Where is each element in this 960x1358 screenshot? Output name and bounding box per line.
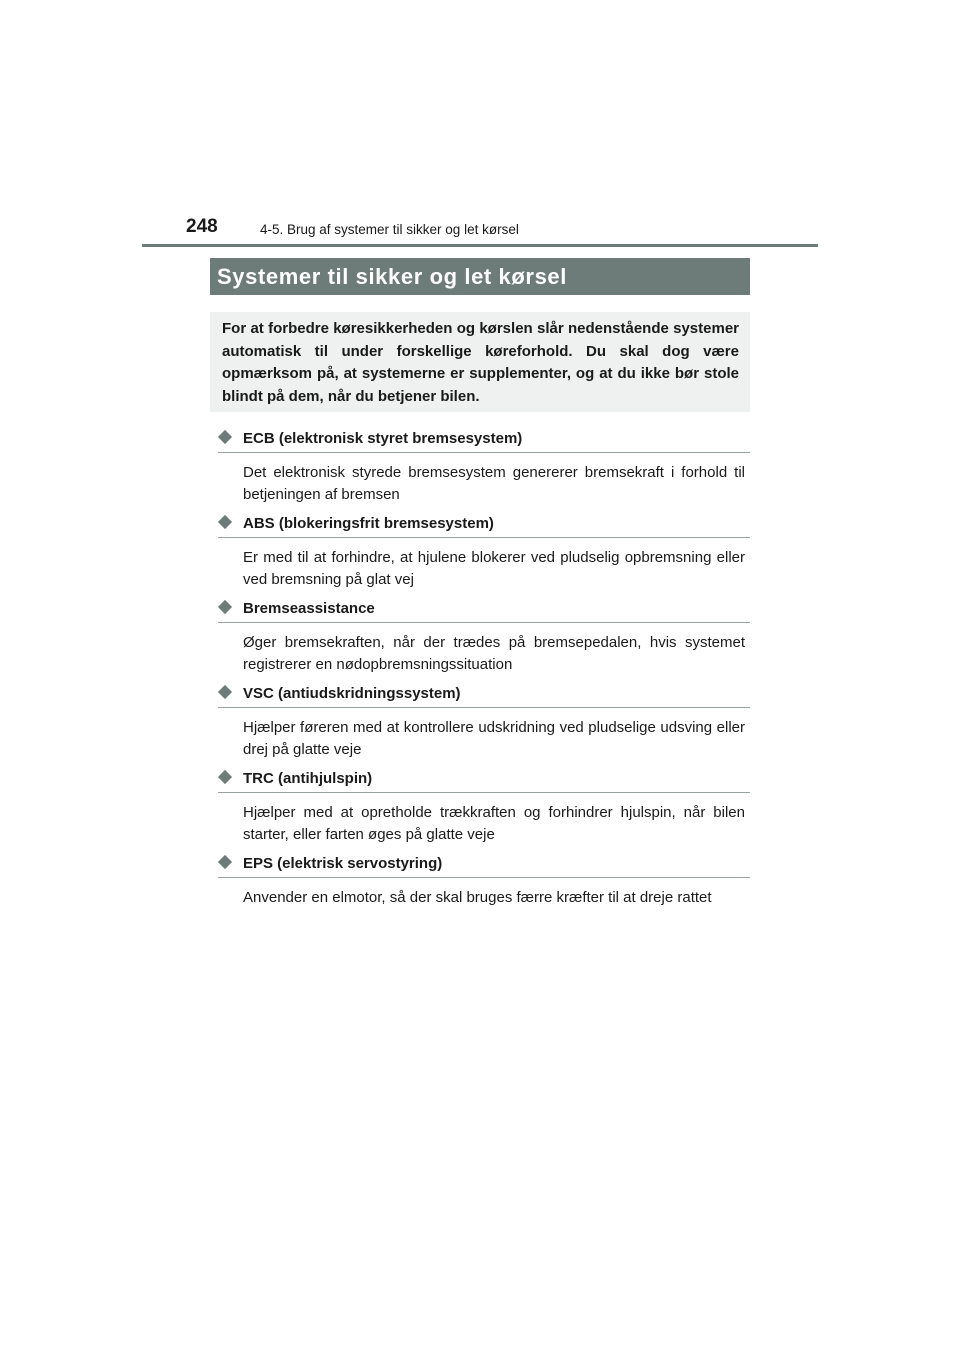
- diamond-bullet-icon: [218, 600, 232, 614]
- header-divider: [142, 244, 818, 247]
- item-description: Er med til at forhindre, at hjulene blokerer ved pludselig opbremsning eller ved bremsning på glat vej: [243, 549, 745, 588]
- item-description: Øger bremsekraften, når der trædes på bremsepedalen, hvis systemet registrerer en nødopbremsningssituation: [243, 634, 745, 673]
- list-item: [218, 428, 750, 513]
- list-item: [218, 683, 750, 768]
- system-list: [218, 428, 750, 938]
- item-heading: [218, 683, 750, 708]
- item-description: Anvender en elmotor, så der skal bruges færre kræfter til at dreje rattet: [243, 889, 712, 906]
- item-description: Hjælper med at opretholde trækkraften og forhindrer hjulspin, når bilen starter, eller farten øges på glatte veje: [243, 804, 745, 843]
- intro-box: [210, 312, 750, 412]
- page-number: 248: [186, 216, 218, 237]
- list-item: [218, 513, 750, 598]
- item-title: ABS (blokeringsfrit bremsesystem): [243, 515, 494, 532]
- item-heading: [218, 768, 750, 793]
- item-heading: [218, 853, 750, 878]
- item-title: EPS (elektrisk servostyring): [243, 855, 443, 872]
- item-description: Hjælper føreren med at kontrollere udskridning ved pludselige udsving eller drej på glatte veje: [243, 719, 745, 758]
- diamond-bullet-icon: [218, 515, 232, 529]
- item-description: Det elektronisk styrede bremsesystem genererer bremsekraft i forhold til betjeningen af bremsen: [243, 464, 745, 503]
- page-header: [186, 214, 818, 246]
- item-heading: [218, 513, 750, 538]
- list-item: [218, 853, 750, 938]
- item-heading: [218, 598, 750, 623]
- item-title: TRC (antihjulspin): [243, 770, 373, 787]
- intro-text: For at forbedre køresikkerheden og kørslen slår nedenstående systemer automatisk til under forskellige køreforhold. Du skal dog være opmærksom på, at systemerne er supplementer, og at du ikke bør stole blindt på dem, når du betjener bilen.: [222, 320, 739, 405]
- item-title: Bremseassistance: [243, 600, 375, 617]
- diamond-bullet-icon: [218, 770, 232, 784]
- item-title: ECB (elektronisk styret bremsesystem): [243, 430, 523, 447]
- section-title: Systemer til sikker og let kørsel: [210, 258, 750, 295]
- list-item: [218, 598, 750, 683]
- item-title: VSC (antiudskridningssystem): [243, 685, 461, 702]
- list-item: [218, 768, 750, 853]
- item-heading: [218, 428, 750, 453]
- diamond-bullet-icon: [218, 685, 232, 699]
- diamond-bullet-icon: [218, 855, 232, 869]
- chapter-heading: 4-5. Brug af systemer til sikker og let kørsel: [260, 222, 519, 237]
- diamond-bullet-icon: [218, 430, 232, 444]
